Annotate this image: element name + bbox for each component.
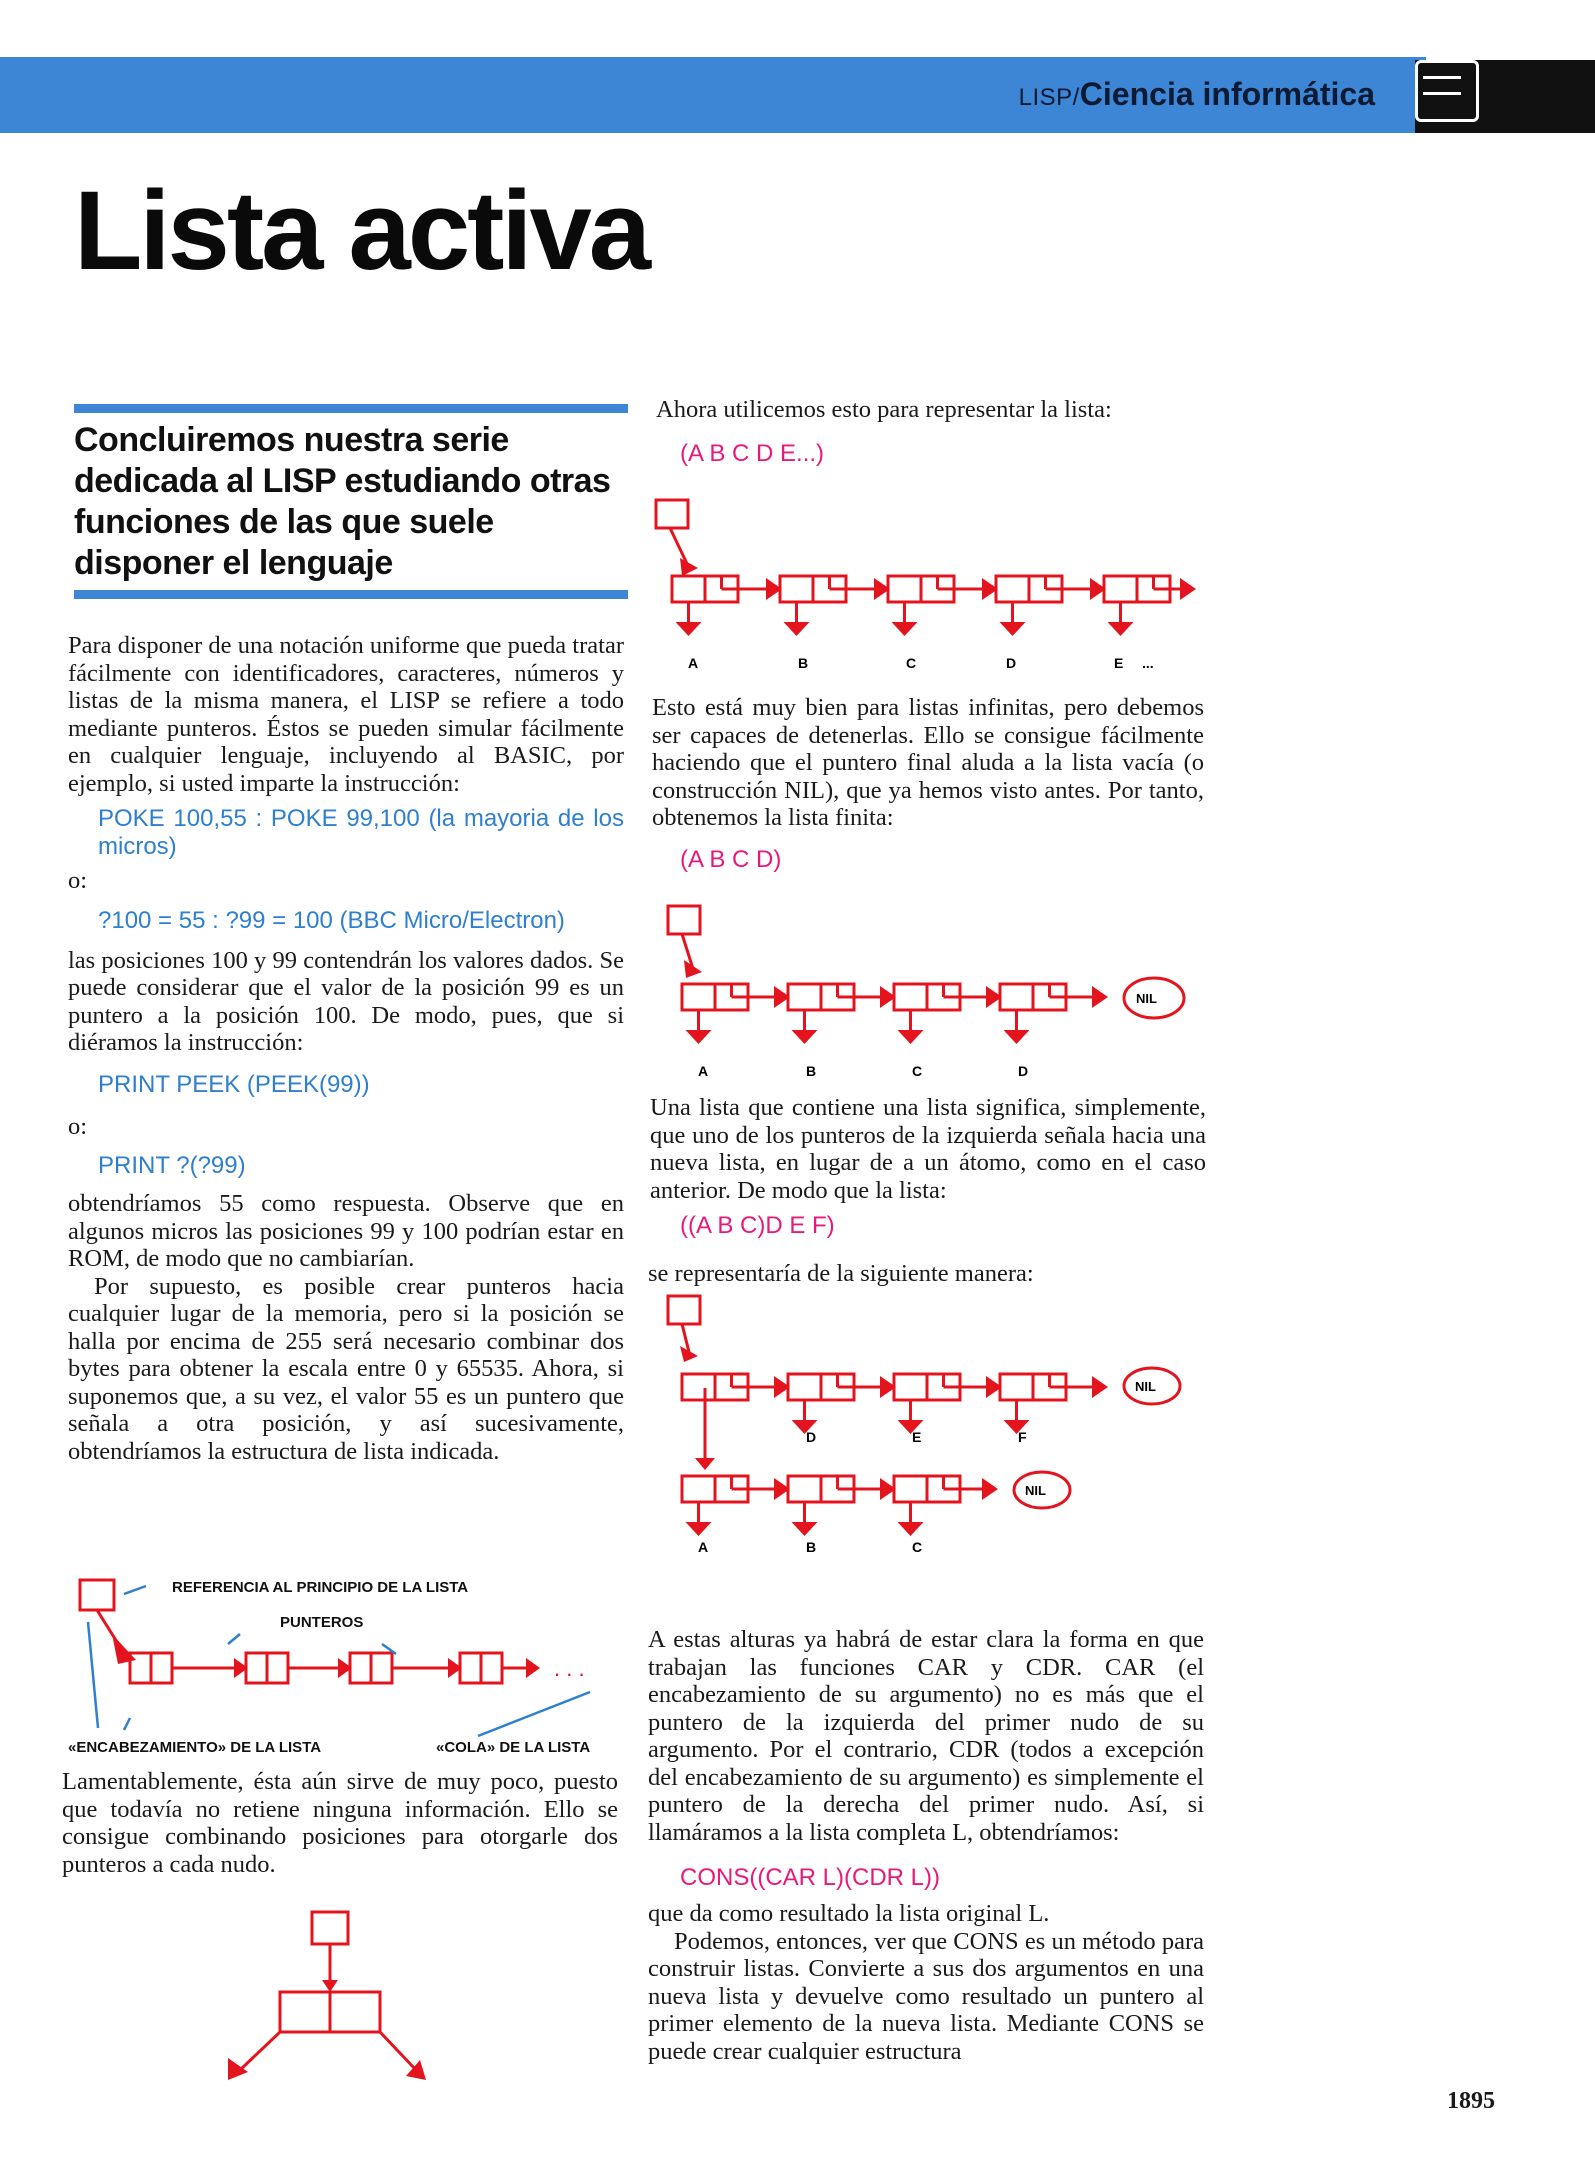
list2-code: (A B C D): [680, 846, 782, 873]
nil-terminator: [1124, 1368, 1180, 1404]
cons-node: [996, 576, 1106, 636]
paragraph: las posiciones 100 y 99 contendrán los valores dados. Se puede considerar que el valor de la posición 99 es un puntero a la posición 100. De modo, pues, que si diéramos la instrucción:: [68, 946, 624, 1056]
cons-node: [894, 1476, 998, 1536]
list1-atom-labels: [688, 655, 1154, 671]
atom-label: D: [806, 1429, 817, 1445]
paragraph: A estas alturas ya habrá de estar clara la forma en que trabajan las funciones CAR y CDR. CAR (el encabezamiento de su argumento) no es más que el puntero de la izquierda del primer nudo de su argumento. Por el contrario, CDR (todos a excepción del encabezamiento de su argumento) es simplemente el puntero de la derecha del primer nudo. Así, si llamáramos a la lista completa L, obtendríamos:: [648, 1626, 1204, 1846]
atom-label: D: [1006, 655, 1017, 671]
cons-node: [788, 984, 896, 1044]
atom-label: F: [1018, 1429, 1027, 1445]
paragraph: o:: [68, 1112, 88, 1140]
code-line: ?100 = 55 : ?99 = 100 (BBC Micro/Electron): [98, 906, 565, 934]
section-name: Ciencia informática: [1079, 76, 1375, 112]
paragraph: o:: [68, 867, 88, 894]
code-line: PRINT PEEK (PEEK(99)): [98, 1070, 370, 1098]
paragraph: Podemos, entonces, ver que CONS es un método para construir listas. Convierte a sus dos argumentos en una nueva lista y devuelve como resultado un puntero al primer elemento de la nueva lista. Mediante CONS se puede crear cualquier estructura: [648, 1927, 1204, 2065]
cons-node: [1000, 984, 1108, 1044]
intro-rule-bottom: [74, 590, 628, 599]
cons-node: [682, 1476, 790, 1536]
list2-diagram: [650, 900, 1210, 1084]
atom-label: E: [1114, 655, 1124, 671]
code-line: PRINT ?(?99): [98, 1152, 246, 1179]
label-tail: «COLA» DE LA LISTA: [436, 1739, 591, 1756]
paragraph: se representaría de la siguiente manera:: [648, 1260, 1034, 1287]
intro-heading: Concluiremos nuestra serie dedicada al LISP estudiando otras funciones de las que suele disponer el lenguaje: [74, 421, 611, 582]
paragraph: Lamentablemente, ésta aún sirve de muy poco, puesto que todavía no retiene ninguna información. Ello se consigue combinando posiciones para otorgarle dos punteros a cada nudo.: [62, 1768, 618, 1878]
header-black-tab: [1415, 60, 1595, 133]
atom-label: C: [912, 1063, 923, 1079]
page-number: 1895: [1447, 2088, 1495, 2114]
pointer-list-diagram: [60, 1560, 620, 1760]
paragraph: Ahora utilicemos esto para representar la lista:: [656, 396, 1112, 423]
cons-node: [1000, 1374, 1108, 1434]
paragraph: Esto está muy bien para listas infinitas, pero debemos ser capaces de detenerlas. Ello se consigue fácilmente haciendo que el puntero final aluda a la lista vacía (o construcción NIL), que ya hemos visto antes. Por tanto, obtenemos la lista finita:: [652, 694, 1204, 831]
list3-top-nodes: [682, 1374, 1108, 1434]
list3-sub-atom-labels: [698, 1539, 922, 1555]
list1-nodes: [672, 576, 1196, 636]
computer-icon: [1415, 60, 1479, 122]
cons-node: [682, 984, 790, 1044]
paragraph: Para disponer de una notación uniforme que pueda tratar fácilmente con identificadores, caracteres, números y listas de la misma manera, el LISP se refiere a todo mediante punteros. Éstos se pueden simular fácilmente en cualquier lenguaje, incluyendo al BASIC, por ejemplo, si usted imparte la instrucción:: [68, 632, 624, 797]
atom-label: A: [688, 655, 699, 671]
list2-atom-labels: [698, 1063, 1028, 1079]
atom-label: A: [698, 1063, 709, 1079]
atom-label: B: [806, 1539, 817, 1555]
right-p6: [648, 1900, 1204, 2065]
left-column: [68, 632, 624, 1465]
paragraph: Por supuesto, es posible crear punteros hacia cualquier lugar de la memoria, pero si la posición se halla por encima de 255 será necesario combinar dos bytes para obtener la escala entre 0 y 65535. Ahora, si suponemos que, a su vez, el valor 55 es un puntero que señala a otra posición, y así sucesivamente, obtendríamos la estructura de lista indicada.: [68, 1272, 624, 1465]
atom-label: B: [798, 655, 809, 671]
cons-code: CONS((CAR L)(CDR L)): [680, 1864, 940, 1891]
atom-label: C: [906, 655, 917, 671]
cons-node: [894, 984, 1002, 1044]
label-reference: REFERENCIA AL PRINCIPIO DE LA LISTA: [172, 1579, 469, 1596]
list2-nodes: [682, 984, 1108, 1044]
section-label: [1019, 76, 1375, 113]
paragraph: que da como resultado la lista original L.: [648, 1900, 1050, 1927]
nil-terminator: [1124, 978, 1184, 1018]
intro-rule-top: [74, 404, 628, 413]
nil-label: NIL: [1136, 991, 1157, 1006]
list1-diagram: [650, 496, 1220, 681]
paragraph: obtendríamos 55 como respuesta. Observe que en algunos micros las posiciones 99 y 100 podrían estar en ROM, de modo que no cambiarían.: [68, 1190, 624, 1272]
list1-code: (A B C D E...): [680, 440, 825, 467]
atom-label: E: [912, 1429, 922, 1445]
label-pointers: PUNTEROS: [280, 1614, 364, 1631]
code-line: POKE 100,55 : POKE 99,100 (la mayoria de los micros): [98, 805, 624, 860]
cons-node: [780, 576, 890, 636]
atom-label: C: [912, 1539, 923, 1555]
atom-label: B: [806, 1063, 817, 1079]
right-p2: [652, 694, 1204, 832]
list3-top-atom-labels: [806, 1429, 1027, 1445]
right-p5: [648, 1626, 1204, 1846]
reference-box: [80, 1580, 114, 1610]
cons-node: [894, 1374, 1002, 1434]
ellipsis: . . .: [554, 1656, 585, 1681]
label-head: «ENCABEZAMIENTO» DE LA LISTA: [68, 1739, 322, 1756]
node-diagram: [220, 1900, 440, 2080]
atom-label: ...: [1142, 655, 1154, 671]
right-p3: [650, 1094, 1206, 1204]
page-title: Lista activa: [74, 168, 649, 293]
cons-node: [788, 1374, 896, 1434]
cons-node: [672, 576, 782, 636]
list3-sub-nodes: [682, 1476, 998, 1536]
right-p1: [656, 396, 1206, 424]
cons-node: [1104, 576, 1196, 636]
list3-code: ((A B C)D E F): [680, 1212, 835, 1239]
atom-label: A: [698, 1539, 709, 1555]
cons-node: [682, 1374, 790, 1400]
list3-diagram: [650, 1290, 1210, 1560]
atom-label: D: [1018, 1063, 1029, 1079]
cons-node: [888, 576, 998, 636]
nil-label: NIL: [1025, 1483, 1046, 1498]
nil-label: NIL: [1135, 1379, 1156, 1394]
cons-node: [788, 1476, 896, 1536]
nil-terminator: [1014, 1472, 1070, 1508]
left-column-end: [62, 1768, 618, 1878]
section-prefix: LISP/: [1018, 84, 1080, 111]
paragraph: Una lista que contiene una lista significa, simplemente, que uno de los punteros de la izquierda señala hacia una nueva lista, en lugar de a un átomo, como en el caso anterior. De modo que la lista:: [650, 1094, 1206, 1204]
right-p4: [648, 1260, 1204, 1288]
